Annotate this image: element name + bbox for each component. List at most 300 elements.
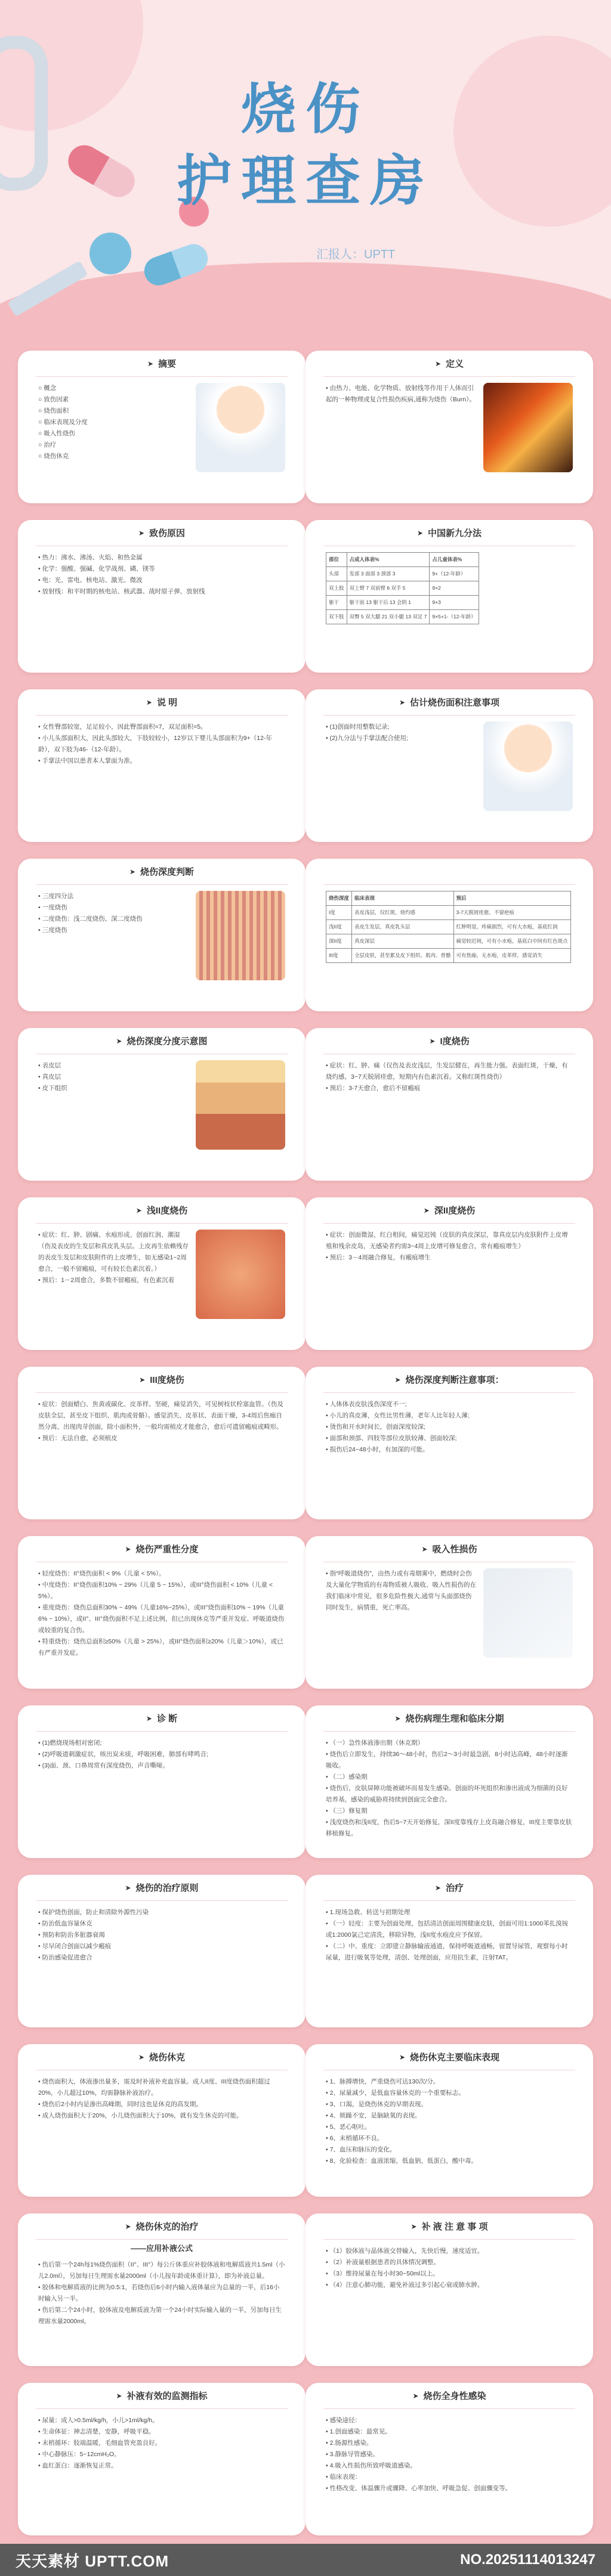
slide-card	[306, 2044, 593, 2197]
bullet-icon: •	[38, 2439, 42, 2447]
slide-card	[306, 1197, 593, 1350]
list-item: 胶体和电解质液的比例为0.5:1，若烧伤后6小时内输入液体量应为总量的一半，后16小时输入另一半。	[38, 2284, 280, 2302]
table-row	[326, 567, 479, 581]
list-item: 皮下组织	[42, 1085, 67, 1092]
bullet-icon: •	[326, 2451, 330, 2458]
bullet-icon: •	[326, 2089, 330, 2097]
card-title-text: 估计烧伤面积注意事项	[410, 698, 500, 708]
table-cell: 躯干前 13 躯干后 13 会阴 1	[347, 596, 430, 610]
slide-card	[18, 1875, 306, 2027]
bullet-icon: •	[38, 927, 42, 934]
list-item: 成人烧伤面积大于20%，小儿烧伤面积大于10%，就有发生休克的可能。	[42, 2112, 243, 2119]
table-row	[326, 596, 479, 610]
table-cell: 浅II度	[326, 920, 352, 934]
bullet-icon: •	[38, 1570, 42, 1577]
list-item: 特重烧伤：烧伤总面积≥50%（儿童 > 25%），或III°烧伤面积≥20%（儿童＞10%），或已有严重并发症。	[38, 1638, 283, 1657]
list-item: 小儿的真皮薄，女性比男性薄，老年人比年轻人薄;	[329, 1412, 470, 1419]
bullet-icon: ○	[38, 419, 44, 426]
list-item: 重度烧伤：烧伤总面积30% ~ 49%（儿童16%~25%），或III°烧伤面积10% ~ 19%（儿童6% ~ 10%），或II°、III°烧伤面积不足上述比例，但已出现休克等严重并发症、呼吸道烧伤或较重的复合伤。	[38, 1604, 285, 1634]
table-row	[326, 920, 571, 934]
table-cell: 占儿童体表%	[430, 553, 479, 567]
list-item: 三度四分法	[42, 893, 74, 900]
list-item: 3、口渴，是烧伤休克的早期表现。	[329, 2101, 427, 2108]
list-item: 化学：强酸、强碱、化学战剂、磷、镁等	[42, 565, 155, 572]
slide-card	[18, 859, 306, 1011]
card-title-text: 烧伤深度分度示意图	[126, 1036, 208, 1046]
bullet-icon: •	[38, 2462, 42, 2469]
list-item: 真皮层	[42, 1073, 61, 1080]
footer-brand: 天天素材 UPTT.COM	[16, 2552, 169, 2570]
arrow-icon: ➤	[139, 1375, 146, 1384]
bullet-icon: •	[326, 1401, 330, 1408]
bullet-icon: ○	[38, 407, 44, 414]
slide-card	[306, 1536, 593, 1689]
bullet-icon: •	[326, 2157, 330, 2165]
bullet-icon: •	[38, 1062, 42, 1069]
table-cell: 躯干	[326, 596, 347, 610]
card-body	[306, 377, 593, 478]
card-subtitle: ——应用补液公式	[130, 2244, 193, 2253]
table-cell: 双上肢	[326, 581, 347, 596]
cover-title-line1: 烧伤	[240, 78, 370, 141]
list-item: 由热力、电能、化学物质、放射线等作用于人体而引起的一种物理或复合性损伤疾病,通称为烧伤（Burn）。	[326, 385, 476, 403]
card-title	[323, 2213, 575, 2240]
card-title	[323, 689, 575, 716]
bullet-icon: •	[38, 1401, 42, 1408]
list-item: 预后：无法自愈，必须植皮	[42, 1435, 118, 1442]
table-cell: 发部 3 面部 3 颈部 3	[347, 567, 430, 581]
list-item: 烫伤和开水时间长，创面深度较深;	[329, 1423, 426, 1431]
list-item: 伤后第二个24小时，胶体液及电解质液为第一个24小时实际输入量的一半，另加每日生理需水量2000ml。	[38, 2306, 282, 2325]
bullet-icon: •	[38, 1231, 42, 1239]
table-cell: 9×3	[430, 596, 479, 610]
card-body	[18, 2070, 306, 2128]
table-cell: 表皮生发层，真皮乳头层	[352, 920, 454, 934]
card-body	[306, 716, 593, 817]
list-item: 末梢循环：肢端温暖，毛细血管充盈良好。	[42, 2439, 162, 2447]
card-body	[18, 1732, 306, 1778]
bullet-icon: •	[326, 1570, 330, 1577]
bullet-icon: ○	[38, 453, 44, 460]
card-title-text: 中国新九分法	[428, 528, 482, 538]
list-item: 放射线：和平时期的核电站、核武器、战时原子弹、放射线	[42, 588, 205, 595]
card-body	[306, 1562, 593, 1664]
slide-card	[18, 689, 306, 842]
list-item: 预后：1－2周愈合，多数不留瘢痕，有色素沉着	[42, 1277, 175, 1284]
card-title	[323, 351, 575, 377]
burn-foot-image	[196, 1230, 285, 1319]
arrow-icon: ➤	[434, 1883, 442, 1892]
data-table	[326, 891, 571, 963]
table-cell: 双臀 5 双大腿 21 双小腿 13 双足 7	[347, 610, 430, 624]
fire-image	[483, 383, 573, 472]
arrow-icon: ➤	[394, 1714, 401, 1723]
bullet-icon: •	[326, 1909, 330, 1916]
doctor-illustration	[483, 722, 573, 811]
bullet-icon: ○	[38, 441, 44, 448]
arrow-icon: ➤	[423, 1206, 430, 1215]
bullet-icon: •	[38, 2284, 42, 2291]
data-table	[326, 552, 479, 624]
list-item: 8、化验检查：血液浓缩，低血钠，低蛋白，酸中毒。	[329, 2157, 477, 2165]
card-title	[323, 1536, 575, 1562]
card-title	[36, 1705, 288, 1732]
list-item: （4）注意心肺功能，避免补液过多引起心衰或肺水肿。	[329, 2281, 484, 2289]
list-item: 烧伤后立即发生，持续36～48小时，伤后2～3小时最急剧，8小时达高峰，48小时逐渐吸收。	[326, 1751, 568, 1769]
card-title-text: 烧伤严重性分度	[135, 1544, 199, 1555]
list-item: 三度烧伤	[42, 927, 67, 934]
arrow-icon: ➤	[138, 528, 145, 537]
slide-card	[18, 351, 306, 503]
bullet-icon: •	[326, 1412, 330, 1419]
bullet-icon: ○	[38, 396, 44, 403]
card-title-text: 烧伤休克主要临床表现	[410, 2052, 500, 2063]
slide-card	[18, 2213, 306, 2366]
bullet-icon: •	[38, 554, 42, 561]
list-item: 中心静脉压：5~12cmH₂O。	[42, 2451, 121, 2458]
arrow-icon: ➤	[394, 1375, 401, 1384]
card-title-text: III度烧伤	[150, 1375, 184, 1385]
bullet-icon: •	[326, 1920, 330, 1927]
table-cell: 痛觉较迟钝，可有小水疱，基底白中间有红色斑点	[453, 934, 570, 949]
card-body	[306, 2240, 593, 2297]
pill-icon	[90, 233, 131, 274]
arrow-icon: ➤	[135, 1206, 142, 1215]
list-item: 烧伤面积	[44, 407, 69, 414]
card-title	[323, 1028, 575, 1054]
table-cell: 9+（12-年龄）	[430, 567, 479, 581]
bullet-icon: •	[38, 757, 42, 764]
list-item: (1)创面时用整数记录;	[329, 723, 390, 730]
bullet-icon: •	[326, 1751, 330, 1758]
slide-card	[306, 859, 593, 1011]
arrow-icon: ➤	[125, 1883, 131, 1892]
list-item: 伤后第一个24h每1%烧伤面积（II°、III°）每公斤体重应补胶体液和电解质液共1.5ml（小儿2.0ml），另加每日生理需水量2000ml（小儿按年龄或体重计算），即为补液总量。	[38, 2261, 285, 2280]
arrow-icon: ➤	[125, 1544, 131, 1553]
arrow-icon: ➤	[116, 1036, 122, 1045]
card-title	[36, 2044, 288, 2070]
table-row	[326, 891, 571, 906]
arrow-icon: ➤	[411, 2222, 417, 2231]
bullet-icon: •	[38, 1638, 42, 1645]
table-cell: 全层皮肤，甚至累及皮下组织、肌肉、骨骼	[352, 949, 454, 963]
bullet-icon: •	[326, 735, 330, 742]
card-body	[306, 2409, 593, 2500]
slide-card	[306, 1367, 593, 1519]
bullet-icon: •	[38, 1604, 42, 1611]
bullet-icon: •	[38, 1581, 42, 1589]
bullet-icon: •	[326, 2270, 330, 2277]
table-cell: 可有焦痂，无水疱，皮革样，感觉消失	[453, 949, 570, 963]
card-body	[306, 1901, 593, 1970]
table-row	[326, 610, 479, 624]
list-item: 6、末梢循环不良。	[329, 2135, 384, 2142]
cover-slide	[0, 0, 611, 334]
card-title	[36, 2213, 288, 2240]
list-item: 手掌法中国以患者本人掌面为准。	[42, 757, 137, 764]
list-item: 1.创面感染：最常见。	[329, 2428, 391, 2435]
bullet-icon: •	[326, 1819, 330, 1826]
bullet-icon: •	[326, 1739, 330, 1747]
bullet-icon: •	[38, 723, 42, 730]
card-body	[18, 2253, 306, 2333]
list-item: (2)呼吸道刺激症状，咳出炭末痰，呼吸困难，肺部有哮鸣音;	[42, 1751, 208, 1758]
list-item: 概念	[44, 385, 57, 392]
card-body	[18, 546, 306, 603]
card-title	[323, 859, 575, 885]
bullet-icon: •	[38, 1931, 42, 1939]
bullet-icon: •	[326, 1807, 330, 1815]
list-item: 2、尿量减少，是低血容量休克的一个重要标志。	[329, 2089, 465, 2097]
bullet-icon: •	[326, 2078, 330, 2085]
bullet-icon: •	[326, 1062, 330, 1069]
card-body	[18, 1901, 306, 1970]
list-item: 5、恶心呕吐。	[329, 2123, 371, 2131]
slide-card	[18, 2383, 306, 2535]
card-title-text: 烧伤的治疗原则	[135, 1883, 199, 1893]
bullet-icon: •	[326, 2439, 330, 2447]
arrow-icon: ➤	[146, 1714, 152, 1723]
bullet-icon: •	[326, 1435, 330, 1442]
list-item: 预后：3－4周融合修复，有瘢痕增生	[329, 1254, 431, 1261]
bullet-icon: •	[38, 1751, 42, 1758]
list-item: 2.肠源性感染。	[329, 2439, 373, 2447]
card-title-text: 烧伤全身性感染	[423, 2391, 486, 2401]
bullet-icon: •	[38, 904, 42, 911]
card-body	[18, 377, 306, 478]
list-item: 小儿头部面积大，因此头部较大，下肢较较小，12岁以下婴儿头部面积为9+（12-年龄），双下肢为46-（12-年龄）。	[38, 735, 272, 753]
list-item: 浅度烧伤和浅II度，伤后5~7天开始修复，深II度靠残存上皮岛融合修复，III度主要靠皮肤移植修复。	[326, 1819, 572, 1837]
bullet-icon: •	[326, 1231, 330, 1239]
arrow-icon: ➤	[147, 359, 154, 368]
card-title-text: 诊 断	[156, 1714, 178, 1724]
list-item: 尿量：成人>0.5ml/kg/h，小儿>1ml/kg/h。	[42, 2417, 159, 2424]
list-item: （1）胶体液与晶体液交替输入，先快后慢，速度适宜。	[329, 2247, 484, 2255]
bullet-icon: •	[326, 2428, 330, 2435]
table-row	[326, 906, 571, 920]
list-item: （2）补液量根据患者的具体情况调整。	[329, 2259, 440, 2266]
footer-code: NO.20251114013247	[460, 2552, 595, 2568]
card-title	[323, 2044, 575, 2070]
card-title-text: I度烧伤	[440, 1036, 470, 1046]
bullet-icon: •	[326, 2112, 330, 2119]
slide-card	[18, 1705, 306, 1858]
list-item: 指“呼吸道烧伤”，由热力或有毒烟雾中，燃烧时会伤及大量化学物质的有毒物质被人吸收、吸入性损伤的在我们临床中常见，很多危险性极大,通常与头面部烧伤同时发生，病情重，死亡率高。	[326, 1570, 476, 1611]
card-title-text: 烧伤休克的治疗	[135, 2222, 199, 2232]
list-item: 烧伤休克	[44, 453, 69, 460]
slide-card	[18, 1028, 306, 1181]
bullet-icon: •	[326, 2281, 330, 2289]
list-item: 热力：沸水、沸汤、火焰、和热金属	[42, 554, 143, 561]
list-item: 症状：创面蜡白、焦黄或碳化、皮革样、坚硬，痛觉消失，可见树枝状栓塞血管。（伤及皮肤全层，甚至皮下组织、肌肉或骨骼）。感觉消失、皮革状、表面干燥，3-4周后焦痂自然分离，出现肉芽创面，除小面积外，一般均需植皮才能愈合，愈后可遗留瘢痕或畸形。	[38, 1401, 283, 1431]
card-title-text: 治疗	[446, 1883, 464, 1893]
list-item: 预防和防治多脏器衰竭	[42, 1931, 105, 1939]
bullet-icon: •	[326, 2247, 330, 2255]
card-title	[36, 1536, 288, 1562]
health-hands-image	[483, 1568, 573, 1658]
slide-card	[306, 1705, 593, 1858]
list-item: 感染途径：	[329, 2417, 362, 2424]
list-item: 症状：创面微湿，红白相间，痛觉迟钝（皮肤的真皮深层，靠真皮层内皮肤附件上皮增殖和残余皮岛，无感染者约需3~4周上皮增可修复愈合，常有瘢痕增生）	[326, 1231, 568, 1250]
bullet-icon: •	[38, 1920, 42, 1927]
card-body	[306, 1224, 593, 1270]
table-cell: 烧伤深度	[326, 891, 352, 906]
bullet-icon: •	[38, 2101, 42, 2108]
list-item: 面部和颈部、四肢等部位皮肤较薄、创面较深;	[329, 1435, 457, 1442]
card-title-text: 致伤原因	[149, 528, 186, 538]
list-item: 血红蛋白：逐渐恢复正常。	[42, 2462, 118, 2469]
table-cell: 部位	[326, 553, 347, 567]
card-body	[306, 546, 593, 630]
bullet-icon: •	[38, 1762, 42, 1769]
bullet-icon: •	[326, 385, 330, 392]
card-body	[18, 716, 306, 773]
bullet-icon: •	[326, 2123, 330, 2131]
bullet-icon: •	[38, 1073, 42, 1080]
table-cell: 表皮浅层，仅红斑，烧灼感	[352, 906, 454, 920]
card-title	[36, 859, 288, 885]
list-item: 1、脉搏增快，严重烧伤可达130次/分。	[329, 2078, 440, 2085]
list-item: 4.吸入性损伤所致呼吸道感染。	[329, 2462, 416, 2469]
bullet-icon: •	[38, 2261, 42, 2268]
bullet-icon: •	[326, 2485, 330, 2492]
arrow-icon: ➤	[116, 2391, 122, 2400]
slide-card	[306, 520, 593, 673]
card-body	[306, 2070, 593, 2173]
bullet-icon: •	[326, 2101, 330, 2108]
slide-card	[306, 1028, 593, 1181]
list-item: 一度烧伤	[42, 904, 67, 911]
arrow-icon: ➤	[129, 867, 136, 876]
list-item: 生命体征：神志清楚，安静，呼吸平稳。	[42, 2428, 155, 2435]
card-title-text: 烧伤病理生理和临床分期	[405, 1714, 504, 1724]
list-item: 防治感染促进愈合	[42, 1954, 92, 1961]
bullet-icon: •	[326, 2135, 330, 2142]
list-item: 轻度烧伤：II°烧伤面积 < 9%（儿童 < 5%）。	[42, 1570, 165, 1577]
slide-card	[306, 2383, 593, 2535]
list-item: （3）维持尿量在每小时30~50ml以上。	[329, 2270, 439, 2277]
card-title-text: 吸入性损伤	[432, 1544, 477, 1555]
arrow-icon: ➤	[429, 1036, 436, 1045]
bullet-icon: •	[326, 1423, 330, 1431]
bullet-icon: •	[326, 1943, 330, 1950]
list-item: 致伤因素	[44, 396, 69, 403]
bullet-icon: •	[38, 893, 42, 900]
table-cell: 真皮深层	[352, 934, 454, 949]
slide-card	[18, 1536, 306, 1689]
arrow-icon: ➤	[399, 698, 406, 707]
list-item: 3.静脉导管感染。	[329, 2451, 379, 2458]
list-item: 保护烧伤创面，防止和清除外源性污染	[42, 1909, 149, 1916]
list-item: 临床表现及分度	[44, 419, 88, 426]
bullet-icon: •	[38, 2417, 42, 2424]
card-body	[18, 1224, 306, 1325]
bullet-icon: •	[38, 1277, 42, 1284]
bullet-icon: •	[326, 2473, 330, 2481]
table-cell: III度	[326, 949, 352, 963]
table-cell: 头部	[326, 567, 347, 581]
bullet-icon: •	[38, 1435, 42, 1442]
list-item: 7、血压和脉压的变化。	[329, 2146, 396, 2153]
card-body	[18, 885, 306, 986]
list-item: (2)九分法与手掌法配合使用;	[329, 735, 408, 742]
slide-card	[306, 351, 593, 503]
bullet-icon: •	[38, 588, 42, 595]
table-row	[326, 553, 479, 567]
arrow-icon: ➤	[434, 359, 442, 368]
table-cell: 3-7天脱屑痊愈，不留疤痕	[453, 906, 570, 920]
card-body	[306, 1732, 593, 1846]
bullet-icon: •	[38, 2078, 42, 2085]
table-cell: 双上臂 7 双前臂 6 双手 5	[347, 581, 430, 596]
list-item: （一）轻度：主要为创面处理，包括清洁创面周围健康皮肤，创面可用1:1000苯扎溴铵或1:2000氯己定清洗，移除异物，浅II度水疱皮应予保留。	[326, 1920, 569, 1939]
card-body	[18, 1054, 306, 1156]
list-item: 烧伤后2小时内是渗出高峰期，同时这也是休克的高发期。	[42, 2101, 202, 2108]
list-item: 预后：3-7天愈合，愈后不留瘢痕	[329, 1085, 421, 1092]
cover-title-line2: 护理查房	[176, 149, 434, 213]
card-title	[323, 1367, 575, 1393]
bullet-icon: •	[38, 1954, 42, 1961]
card-title	[36, 1197, 288, 1224]
bullet-icon: •	[38, 2451, 42, 2458]
list-item: （二）中、重度：立即建立静脉输液通道，保持呼吸道通畅，留置导尿管，观察每小时尿量，进行吸氧等处理，清创、处理创面，应用抗生素，注射TAT。	[326, 1943, 568, 1961]
arrow-icon: ➤	[412, 2391, 419, 2400]
table-cell: 深II度	[326, 934, 352, 949]
bullet-icon: •	[326, 1254, 330, 1261]
card-title	[36, 351, 288, 377]
card-title-text: 深II度烧伤	[434, 1206, 476, 1216]
list-item: 电：光、雷电、核电站、激光、微波	[42, 577, 143, 584]
list-item: 烧伤后，皮肤屏障功能被破坏而易发生感染。创面的坏死组织和渗出液成为细菌的良好培养基，感染的威胁将持续到创面完全愈合。	[326, 1785, 568, 1803]
list-item: 症状：红、肿、痛（仅伤及表皮浅层，生发层健在，再生能力强。表面红斑，干燥，有烧灼感，3~7天脱屑痊愈，短期内有色素沉着。又称红斑性烧伤）	[326, 1062, 568, 1080]
card-title-text: 浅II度烧伤	[146, 1206, 188, 1216]
card-title	[36, 1367, 288, 1393]
card-title-text: 说 明	[156, 698, 178, 708]
list-item: (1)燃烧现场相对密闭;	[42, 1739, 102, 1747]
footer-bar	[0, 2544, 611, 2576]
card-title-text: 烧伤深度判断注意事项：	[405, 1375, 504, 1385]
card-title-text: 定义	[446, 359, 464, 369]
card-title	[36, 689, 288, 716]
card-body	[18, 1562, 306, 1665]
list-item: 吸入性烧伤	[44, 430, 75, 437]
slide-card	[306, 689, 593, 842]
arrow-icon: ➤	[138, 2052, 145, 2061]
table-cell: 临床表现	[352, 891, 454, 906]
card-title	[323, 1875, 575, 1901]
decor-wave	[0, 262, 611, 334]
table-row	[326, 581, 479, 596]
bullet-icon: •	[38, 2306, 42, 2314]
slide-card	[306, 1875, 593, 2027]
bullet-icon: •	[38, 2428, 42, 2435]
card-title	[323, 520, 575, 546]
table-cell: 9×5+1-（12-年龄）	[430, 610, 479, 624]
card-title	[36, 2383, 288, 2409]
list-item: 女性臀部较宽，足足较小，因此臀部面积=7，双足面积=5。	[42, 723, 207, 730]
card-title	[36, 1028, 288, 1054]
slide-card	[306, 2213, 593, 2366]
bullet-icon: •	[38, 2112, 42, 2119]
bullet-icon: •	[326, 1785, 330, 1792]
bullet-icon: •	[38, 915, 42, 922]
bullet-icon: •	[326, 2259, 330, 2266]
list-item: (3)面、颈、口鼻周常有深度烧伤，声音嘶哑。	[42, 1762, 169, 1769]
reporter-label: 汇报人：UPTT	[316, 248, 396, 261]
card-title	[323, 2383, 575, 2409]
table-cell: I度	[326, 906, 352, 920]
slide-card	[18, 1197, 306, 1350]
